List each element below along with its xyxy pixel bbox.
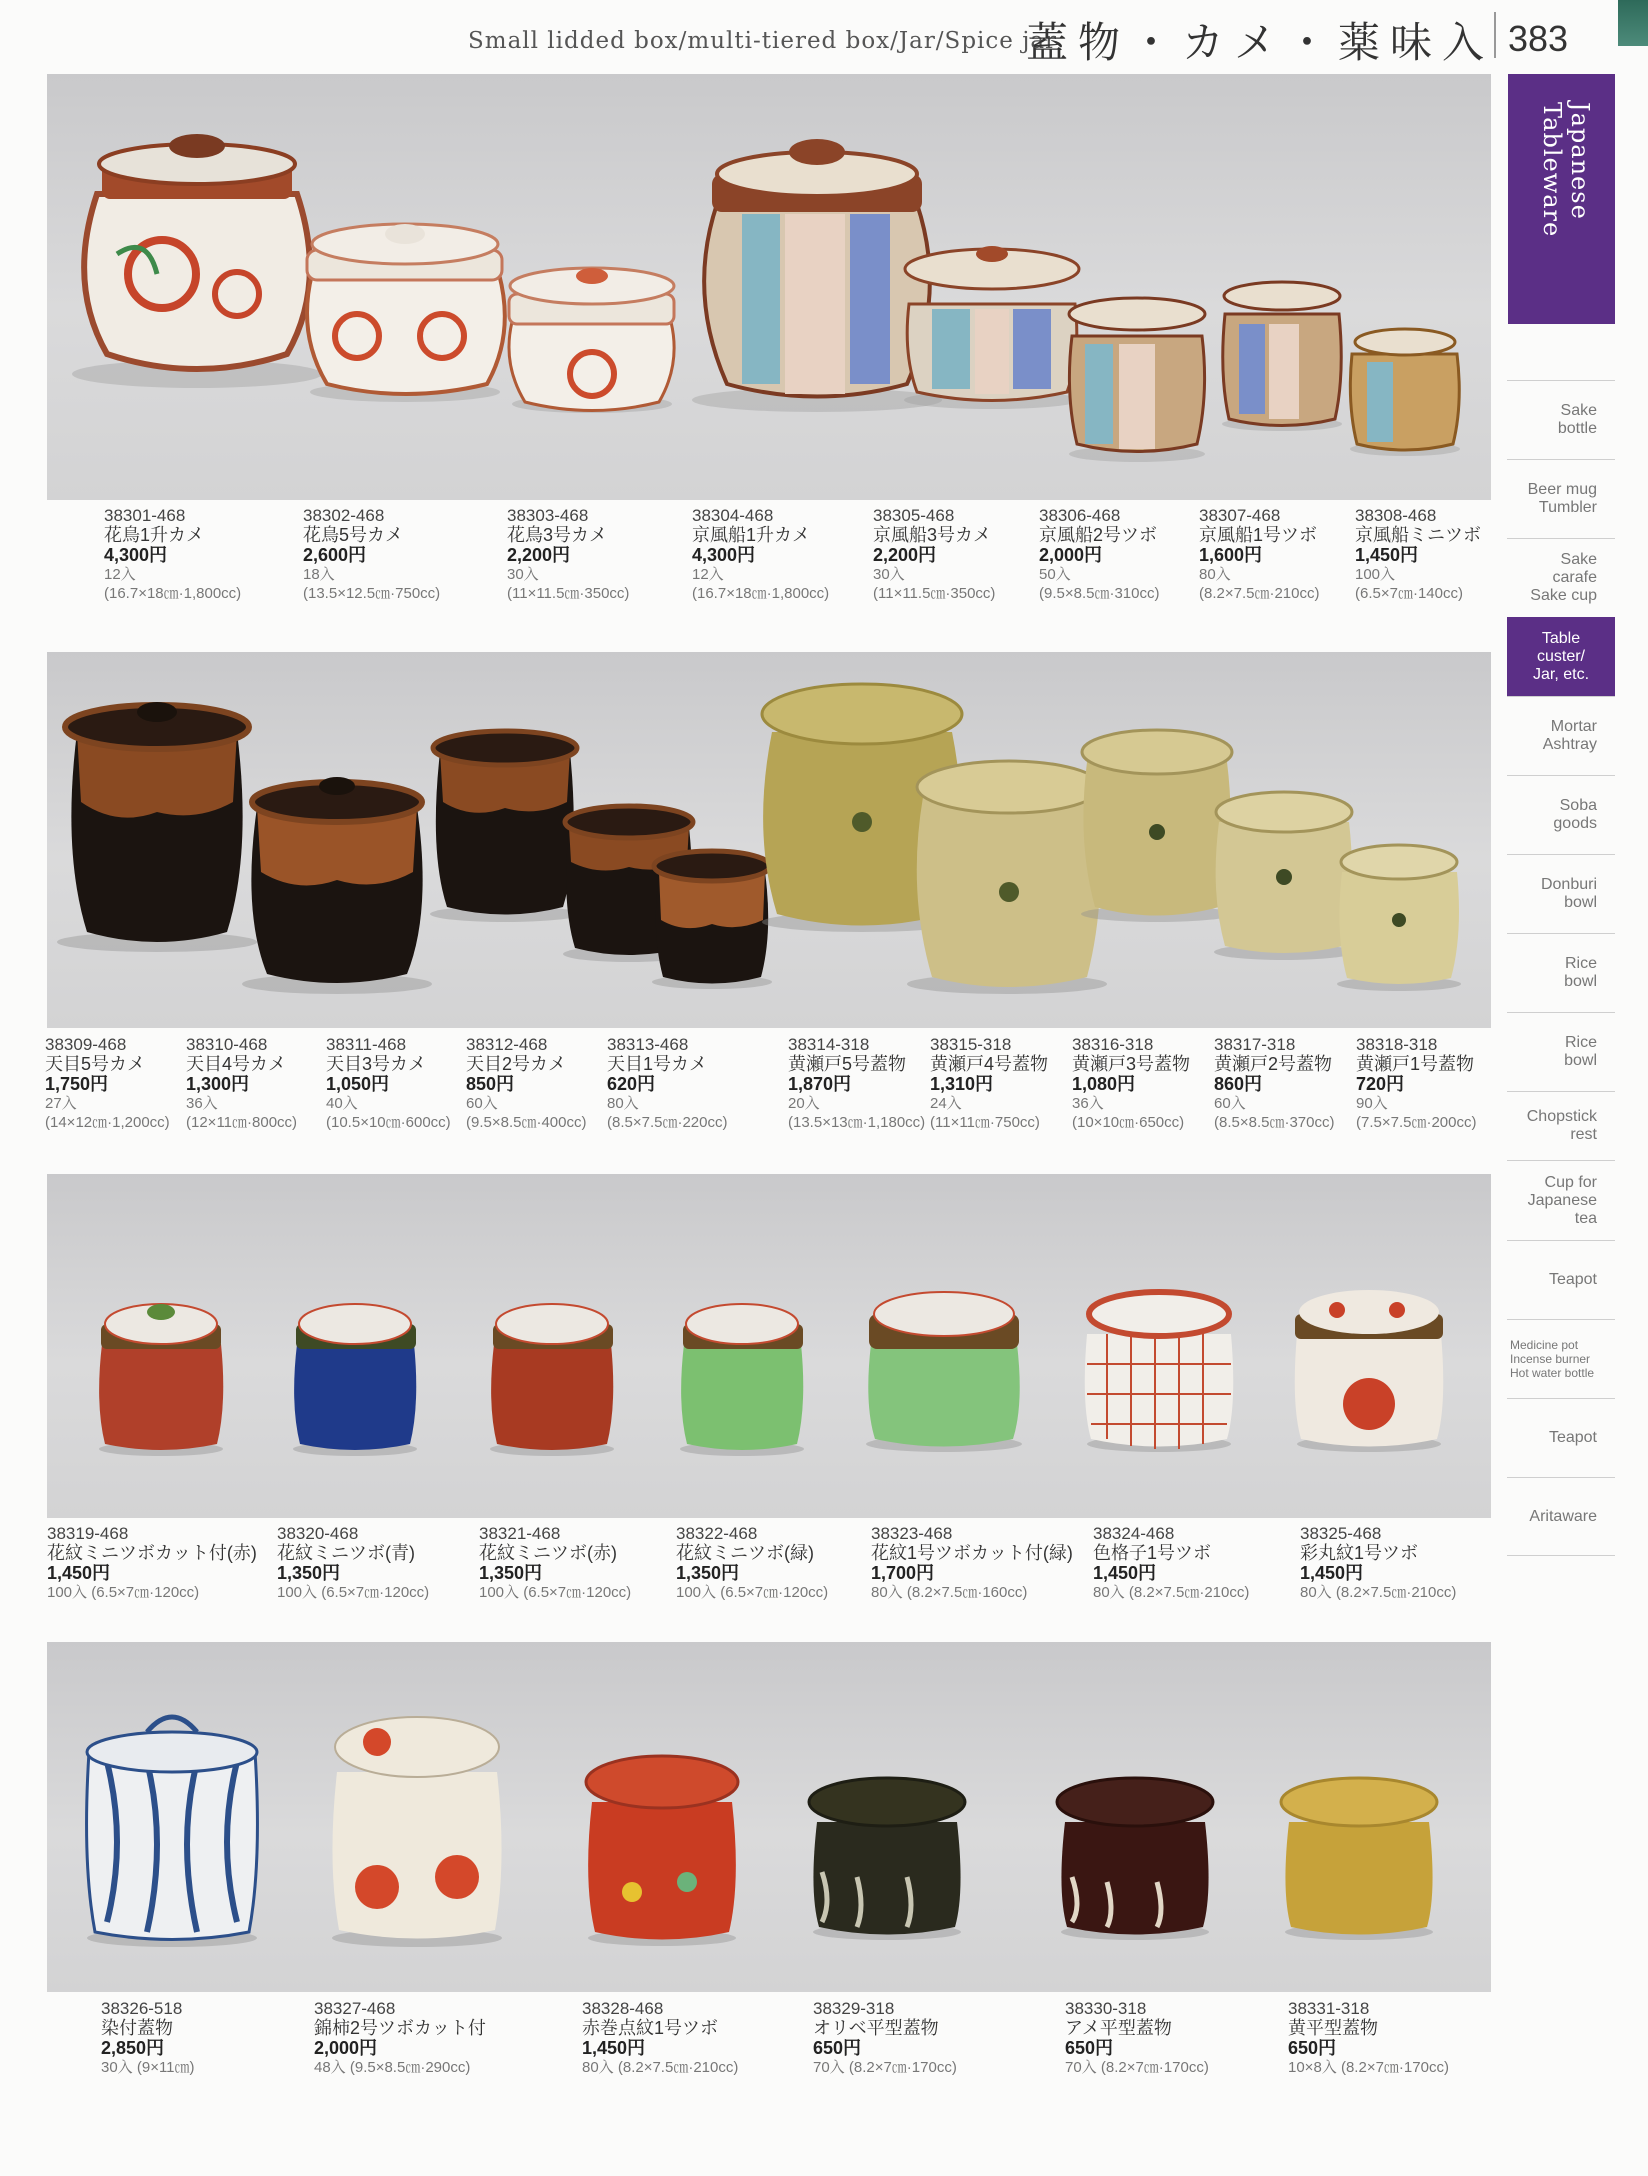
product-spec: (12×11㎝·800cc) — [186, 1114, 298, 1131]
product-code: 38324-468 — [1093, 1524, 1175, 1543]
nav-item-mortar[interactable] — [1507, 696, 1615, 775]
jar-38319 — [99, 1304, 223, 1456]
product-name: 花紋ミニツボ(緑) — [676, 1543, 814, 1563]
product-card-38330 — [1065, 1999, 1209, 2077]
product-quantity: 70入 — [813, 2059, 845, 2076]
product-card-38331 — [1288, 1999, 1449, 2077]
product-price: 2,850円 — [101, 2038, 165, 2058]
product-code: 38331-318 — [1288, 1999, 1370, 2018]
product-name: 京風船ミニツボ — [1355, 525, 1481, 545]
product-spec: (8.5×8.5㎝·370cc) — [1214, 1114, 1335, 1131]
product-spec: (9×11㎝) — [136, 2059, 195, 2076]
product-quantity: 27入 — [45, 1095, 77, 1112]
product-quantity: 80入 — [871, 1584, 903, 1601]
nav-item-teapot[interactable] — [1507, 1240, 1615, 1319]
product-spec: (11×11㎝·750cc) — [930, 1114, 1040, 1131]
product-photo-row3 — [47, 1174, 1491, 1518]
product-card-38312 — [466, 1035, 586, 1132]
product-card-38326 — [101, 1999, 195, 2077]
jar-38331 — [1281, 1778, 1437, 1940]
product-name: 花紋ミニツボカット付(赤) — [47, 1543, 257, 1563]
product-name: 黄瀬戸4号蓋物 — [930, 1054, 1049, 1074]
product-name: 花紋1号ツボカット付(緑) — [871, 1543, 1073, 1563]
product-price: 720円 — [1356, 1074, 1405, 1094]
product-spec: (8.5×7.5㎝·220cc) — [607, 1114, 728, 1131]
product-price: 1,350円 — [676, 1563, 740, 1583]
product-name: 京風船2号ツボ — [1039, 525, 1158, 545]
product-quantity: 30入 — [507, 566, 539, 583]
product-quantity: 80入 — [607, 1095, 639, 1112]
product-price: 1,350円 — [479, 1563, 543, 1583]
product-photo-row1 — [47, 74, 1491, 500]
product-spec: (6.5×7㎝·120cc) — [91, 1584, 200, 1601]
product-card-38319 — [47, 1524, 257, 1602]
product-quantity: 90入 — [1356, 1095, 1388, 1112]
jar-38326 — [87, 1717, 258, 1947]
product-name: 色格子1号ツボ — [1093, 1543, 1212, 1563]
category-label: Japanese Tableware — [1538, 102, 1594, 238]
nav-item-label: Teapot — [1548, 1271, 1597, 1288]
product-code: 38326-518 — [101, 1999, 183, 2018]
nav-item-medicine-pot[interactable] — [1507, 1319, 1615, 1398]
product-name: 花紋ミニツボ(青) — [277, 1543, 415, 1563]
header-divider — [1494, 12, 1496, 58]
product-name: アメ平型蓋物 — [1065, 2018, 1172, 2038]
product-quantity-spec — [871, 1583, 1073, 1602]
product-code: 38329-318 — [813, 1999, 895, 2018]
product-spec: (16.7×18㎝·1,800cc) — [104, 585, 242, 602]
product-name: 黄瀬戸3号蓋物 — [1072, 1054, 1191, 1074]
nav-item-label: Donburi bowl — [1540, 876, 1597, 911]
product-card-38327 — [314, 1999, 486, 2077]
nav-item-label: Chopstick rest — [1526, 1108, 1597, 1143]
product-code: 38314-318 — [788, 1035, 870, 1054]
jar-38303 — [509, 268, 674, 413]
product-code: 38304-468 — [692, 506, 774, 525]
product-spec: (9.5×8.5㎝·400cc) — [466, 1114, 587, 1131]
product-name: 天目4号カメ — [186, 1054, 287, 1074]
product-price: 1,750円 — [45, 1074, 109, 1094]
nav-item-label: Medicine pot Incense burner Hot water bottle — [1510, 1338, 1595, 1380]
nav-item-label: Table custer/ Jar, etc. — [1532, 629, 1590, 683]
product-quantity-spec — [676, 1583, 828, 1602]
product-card-38301 — [104, 506, 241, 603]
jar-38308 — [1350, 329, 1460, 456]
product-price: 1,450円 — [1300, 1563, 1364, 1583]
nav-item-label: Soba goods — [1553, 797, 1597, 832]
product-quantity: 36入 — [1072, 1095, 1104, 1112]
nav-item-donburi[interactable] — [1507, 854, 1615, 933]
product-quantity: 12入 — [104, 566, 136, 583]
product-quantity: 30入 — [873, 566, 905, 583]
product-quantity: 48入 — [314, 2059, 346, 2076]
product-quantity: 100入 — [479, 1584, 520, 1601]
product-name: 錦柿2号ツボカット付 — [314, 2018, 486, 2038]
product-code: 38311-468 — [326, 1035, 407, 1054]
product-name: 花鳥1升カメ — [104, 525, 205, 545]
product-code: 38321-468 — [479, 1524, 561, 1543]
product-name: 花鳥3号カメ — [507, 525, 608, 545]
product-price: 860円 — [1214, 1074, 1263, 1094]
product-name: 黄瀬戸2号蓋物 — [1214, 1054, 1333, 1074]
product-name: 天目1号カメ — [607, 1054, 708, 1074]
product-spec: (8.2×7㎝·170cc) — [1100, 2059, 1209, 2076]
product-spec: (8.2×7.5㎝·210cc) — [1335, 1584, 1457, 1601]
product-price: 1,450円 — [47, 1563, 111, 1583]
nav-item-sake-bottle[interactable] — [1507, 380, 1615, 459]
product-card-38303 — [507, 506, 629, 603]
product-quantity: 80入 — [1199, 566, 1231, 583]
product-spec: (6.5×7㎝·140cc) — [1355, 585, 1463, 602]
product-spec: (8.2×7.5㎝·210cc) — [1128, 1584, 1250, 1601]
product-quantity-spec — [47, 1583, 257, 1602]
product-quantity-spec — [1093, 1583, 1249, 1602]
nav-item-rice-bowl[interactable] — [1507, 933, 1615, 1012]
product-spec: (8.2×7㎝·170cc) — [1340, 2059, 1449, 2076]
product-code: 38319-468 — [47, 1524, 129, 1543]
product-spec: (6.5×7㎝·120cc) — [523, 1584, 632, 1601]
product-quantity-spec — [101, 2058, 195, 2077]
category-label-box — [1508, 74, 1615, 324]
product-quantity: 24入 — [930, 1095, 962, 1112]
product-code: 38305-468 — [873, 506, 955, 525]
product-spec: (8.2×7㎝·170cc) — [848, 2059, 957, 2076]
product-code: 38322-468 — [676, 1524, 758, 1543]
nav-item-soba[interactable] — [1507, 775, 1615, 854]
product-card-38324 — [1093, 1524, 1249, 1602]
product-card-38329 — [813, 1999, 957, 2077]
product-card-38310 — [186, 1035, 297, 1132]
product-name: 彩丸紋1号ツボ — [1300, 1543, 1419, 1563]
product-quantity-spec — [582, 2058, 738, 2077]
product-card-38321 — [479, 1524, 631, 1602]
nav-item-label: Rice bowl — [1564, 1034, 1597, 1069]
product-spec: (11×11.5㎝·350cc) — [873, 585, 996, 602]
product-card-38304 — [692, 506, 829, 603]
product-quantity: 60入 — [1214, 1095, 1246, 1112]
jar-38327 — [332, 1717, 502, 1947]
product-code: 38310-468 — [186, 1035, 268, 1054]
jar-38307 — [1222, 282, 1342, 431]
product-name: 天目3号カメ — [326, 1054, 427, 1074]
product-name: 天目2号カメ — [466, 1054, 567, 1074]
product-code: 38313-468 — [607, 1035, 689, 1054]
nav-item-rice-bowl-2[interactable] — [1507, 1012, 1615, 1091]
nav-item-aritaware[interactable] — [1507, 1477, 1615, 1556]
product-spec: (13.5×12.5㎝·750cc) — [303, 585, 441, 602]
product-price: 650円 — [1065, 2038, 1114, 2058]
product-card-38305 — [873, 506, 995, 603]
product-price: 1,300円 — [186, 1074, 250, 1094]
product-price: 650円 — [1288, 2038, 1337, 2058]
product-card-38306 — [1039, 506, 1159, 603]
product-name: 花鳥5号カメ — [303, 525, 404, 545]
header-english-title: Small lidded box/multi-tiered box/Jar/Spice jar — [468, 28, 1058, 54]
product-code: 38325-468 — [1300, 1524, 1382, 1543]
product-card-38323 — [871, 1524, 1073, 1602]
product-code: 38309-468 — [45, 1035, 127, 1054]
product-spec: (9.5×8.5㎝·310cc) — [1039, 585, 1160, 602]
product-price: 2,600円 — [303, 545, 367, 565]
product-quantity: 80入 — [1093, 1584, 1125, 1601]
jar-38325 — [1295, 1290, 1444, 1452]
product-code: 38317-318 — [1214, 1035, 1296, 1054]
product-quantity: 100入 — [47, 1584, 88, 1601]
product-spec: (7.5×7.5㎝·200cc) — [1356, 1114, 1477, 1131]
nav-item-label: Beer mug Tumbler — [1527, 481, 1597, 516]
nav-item-tea-cup[interactable] — [1507, 1160, 1615, 1240]
product-card-38302 — [303, 506, 440, 603]
jar-38310 — [242, 777, 432, 994]
jar-38330 — [1057, 1778, 1213, 1940]
product-name: 染付蓋物 — [101, 2018, 173, 2038]
jar-38313 — [652, 851, 772, 989]
product-quantity: 80入 — [1300, 1584, 1332, 1601]
product-spec: (14×12㎝·1,200cc) — [45, 1114, 170, 1131]
product-name: 黄平型蓋物 — [1288, 2018, 1378, 2038]
product-quantity-spec — [1300, 1583, 1456, 1602]
product-name: 花紋ミニツボ(赤) — [479, 1543, 617, 1563]
product-card-38322 — [676, 1524, 828, 1602]
jar-38302 — [307, 224, 505, 402]
product-quantity-spec — [277, 1583, 429, 1602]
nav-item-label: Mortar Ashtray — [1542, 718, 1597, 753]
product-quantity: 70入 — [1065, 2059, 1097, 2076]
product-price: 620円 — [607, 1074, 656, 1094]
product-code: 38316-318 — [1072, 1035, 1154, 1054]
product-code: 38307-468 — [1199, 506, 1281, 525]
product-price: 2,000円 — [314, 2038, 378, 2058]
product-spec: (10.5×10㎝·600cc) — [326, 1114, 451, 1131]
product-quantity-spec — [1065, 2058, 1209, 2077]
product-card-38316 — [1072, 1035, 1190, 1132]
product-price: 1,600円 — [1199, 545, 1263, 565]
product-name: 京風船3号カメ — [873, 525, 992, 545]
product-photo-row2 — [47, 652, 1491, 1028]
product-card-38315 — [930, 1035, 1048, 1132]
product-quantity: 40入 — [326, 1095, 358, 1112]
jar-38317 — [1214, 792, 1354, 960]
side-index-nav — [1507, 380, 1615, 1556]
jar-38316 — [1081, 730, 1233, 922]
product-spec: (9.5×8.5㎝·290cc) — [349, 2059, 471, 2076]
jar-38305 — [904, 246, 1080, 409]
product-spec: (6.5×7㎝·120cc) — [720, 1584, 829, 1601]
product-price: 2,200円 — [507, 545, 571, 565]
jar-38323 — [866, 1292, 1022, 1452]
product-price: 1,700円 — [871, 1563, 935, 1583]
product-card-38309 — [45, 1035, 170, 1132]
product-card-38318 — [1356, 1035, 1476, 1132]
product-quantity: 80入 — [582, 2059, 614, 2076]
product-price: 1,050円 — [326, 1074, 390, 1094]
product-quantity: 18入 — [303, 566, 335, 583]
product-quantity: 50入 — [1039, 566, 1071, 583]
header-japanese-title: 蓋物・カメ・薬味入 — [1026, 18, 1495, 67]
product-name: 京風船1升カメ — [692, 525, 811, 545]
jar-38315 — [907, 761, 1107, 994]
jar-38322 — [680, 1304, 804, 1456]
product-spec: (8.2×7.5㎝·160cc) — [906, 1584, 1028, 1601]
jar-38301 — [72, 134, 322, 388]
nav-item-beer-mug[interactable] — [1507, 459, 1615, 538]
product-name: 黄瀬戸1号蓋物 — [1356, 1054, 1475, 1074]
product-price: 1,350円 — [277, 1563, 341, 1583]
product-quantity: 12入 — [692, 566, 724, 583]
product-card-38307 — [1199, 506, 1319, 603]
product-photo-row4 — [47, 1642, 1491, 1992]
product-quantity: 36入 — [186, 1095, 218, 1112]
nav-item-label: Cup for Japanese tea — [1527, 1173, 1597, 1227]
product-name: オリベ平型蓋物 — [813, 2018, 939, 2038]
product-code: 38323-468 — [871, 1524, 953, 1543]
nav-item-table-custer-active[interactable] — [1507, 617, 1615, 696]
product-spec: (11×11.5㎝·350cc) — [507, 585, 630, 602]
product-price: 2,200円 — [873, 545, 937, 565]
product-quantity: 20入 — [788, 1095, 820, 1112]
product-code: 38330-318 — [1065, 1999, 1147, 2018]
nav-item-label: Aritaware — [1529, 1507, 1597, 1525]
product-card-38325 — [1300, 1524, 1456, 1602]
product-price: 4,300円 — [692, 545, 756, 565]
product-quantity: 60入 — [466, 1095, 498, 1112]
product-price: 1,310円 — [930, 1074, 994, 1094]
product-card-38320 — [277, 1524, 429, 1602]
product-code: 38301-468 — [104, 506, 186, 525]
product-card-38308 — [1355, 506, 1481, 603]
product-code: 38302-468 — [303, 506, 385, 525]
nav-item-chopstick-rest[interactable] — [1507, 1091, 1615, 1160]
jar-38304 — [692, 139, 942, 412]
product-quantity: 100入 — [676, 1584, 717, 1601]
product-quantity-spec — [314, 2058, 486, 2077]
product-code: 38306-468 — [1039, 506, 1121, 525]
product-quantity-spec — [1288, 2058, 1449, 2077]
product-name: 赤巻点紋1号ツボ — [582, 2018, 719, 2038]
jar-38328 — [586, 1756, 738, 1946]
product-code: 38318-318 — [1356, 1035, 1438, 1054]
product-price: 1,080円 — [1072, 1074, 1136, 1094]
product-price: 850円 — [466, 1074, 515, 1094]
product-price: 650円 — [813, 2038, 862, 2058]
jar-38318 — [1337, 845, 1461, 991]
nav-item-sake-carafe[interactable] — [1507, 538, 1615, 617]
jar-38320 — [293, 1304, 417, 1456]
product-quantity: 10×8入 — [1288, 2059, 1337, 2076]
product-price: 1,450円 — [582, 2038, 646, 2058]
product-price: 1,870円 — [788, 1074, 852, 1094]
product-card-38314 — [788, 1035, 925, 1132]
product-name: 黄瀬戸5号蓋物 — [788, 1054, 907, 1074]
product-quantity: 100入 — [277, 1584, 318, 1601]
product-spec: (8.2×7.5㎝·210cc) — [617, 2059, 739, 2076]
corner-tab-mark — [1618, 0, 1648, 46]
product-code: 38308-468 — [1355, 506, 1437, 525]
nav-item-teapot-2[interactable] — [1507, 1398, 1615, 1477]
product-spec: (10×10㎝·650cc) — [1072, 1114, 1185, 1131]
product-price: 4,300円 — [104, 545, 168, 565]
jar-38321 — [490, 1304, 614, 1456]
product-quantity-spec — [813, 2058, 957, 2077]
product-name: 天目5号カメ — [45, 1054, 146, 1074]
product-card-38311 — [326, 1035, 451, 1132]
product-price: 1,450円 — [1093, 1563, 1157, 1583]
jar-38311 — [430, 731, 580, 922]
product-spec: (8.2×7.5㎝·210cc) — [1199, 585, 1320, 602]
nav-item-label: Sake carafe Sake cup — [1530, 551, 1597, 604]
product-spec: (16.7×18㎝·1,800cc) — [692, 585, 830, 602]
product-price: 1,450円 — [1355, 545, 1419, 565]
product-code: 38320-468 — [277, 1524, 359, 1543]
jar-38324 — [1085, 1292, 1234, 1452]
product-card-38328 — [582, 1999, 738, 2077]
product-code: 38303-468 — [507, 506, 589, 525]
product-card-38317 — [1214, 1035, 1334, 1132]
product-code: 38315-318 — [930, 1035, 1012, 1054]
product-code: 38327-468 — [314, 1999, 396, 2018]
nav-item-label: Rice bowl — [1564, 955, 1597, 990]
product-spec: (13.5×13㎝·1,180cc) — [788, 1114, 926, 1131]
product-code: 38312-468 — [466, 1035, 548, 1054]
product-code: 38328-468 — [582, 1999, 664, 2018]
jar-38309 — [57, 702, 257, 952]
jar-38306 — [1069, 298, 1205, 462]
product-quantity: 100入 — [1355, 566, 1396, 583]
nav-item-label: Sake bottle — [1557, 402, 1597, 437]
product-price: 2,000円 — [1039, 545, 1103, 565]
product-spec: (6.5×7㎝·120cc) — [321, 1584, 430, 1601]
jar-38329 — [809, 1778, 965, 1940]
product-name: 京風船1号ツボ — [1199, 525, 1318, 545]
product-card-38313 — [607, 1035, 727, 1132]
product-quantity-spec — [479, 1583, 631, 1602]
nav-item-label: Teapot — [1548, 1429, 1597, 1446]
page-number: 383 — [1508, 18, 1569, 59]
product-quantity: 30入 — [101, 2059, 133, 2076]
